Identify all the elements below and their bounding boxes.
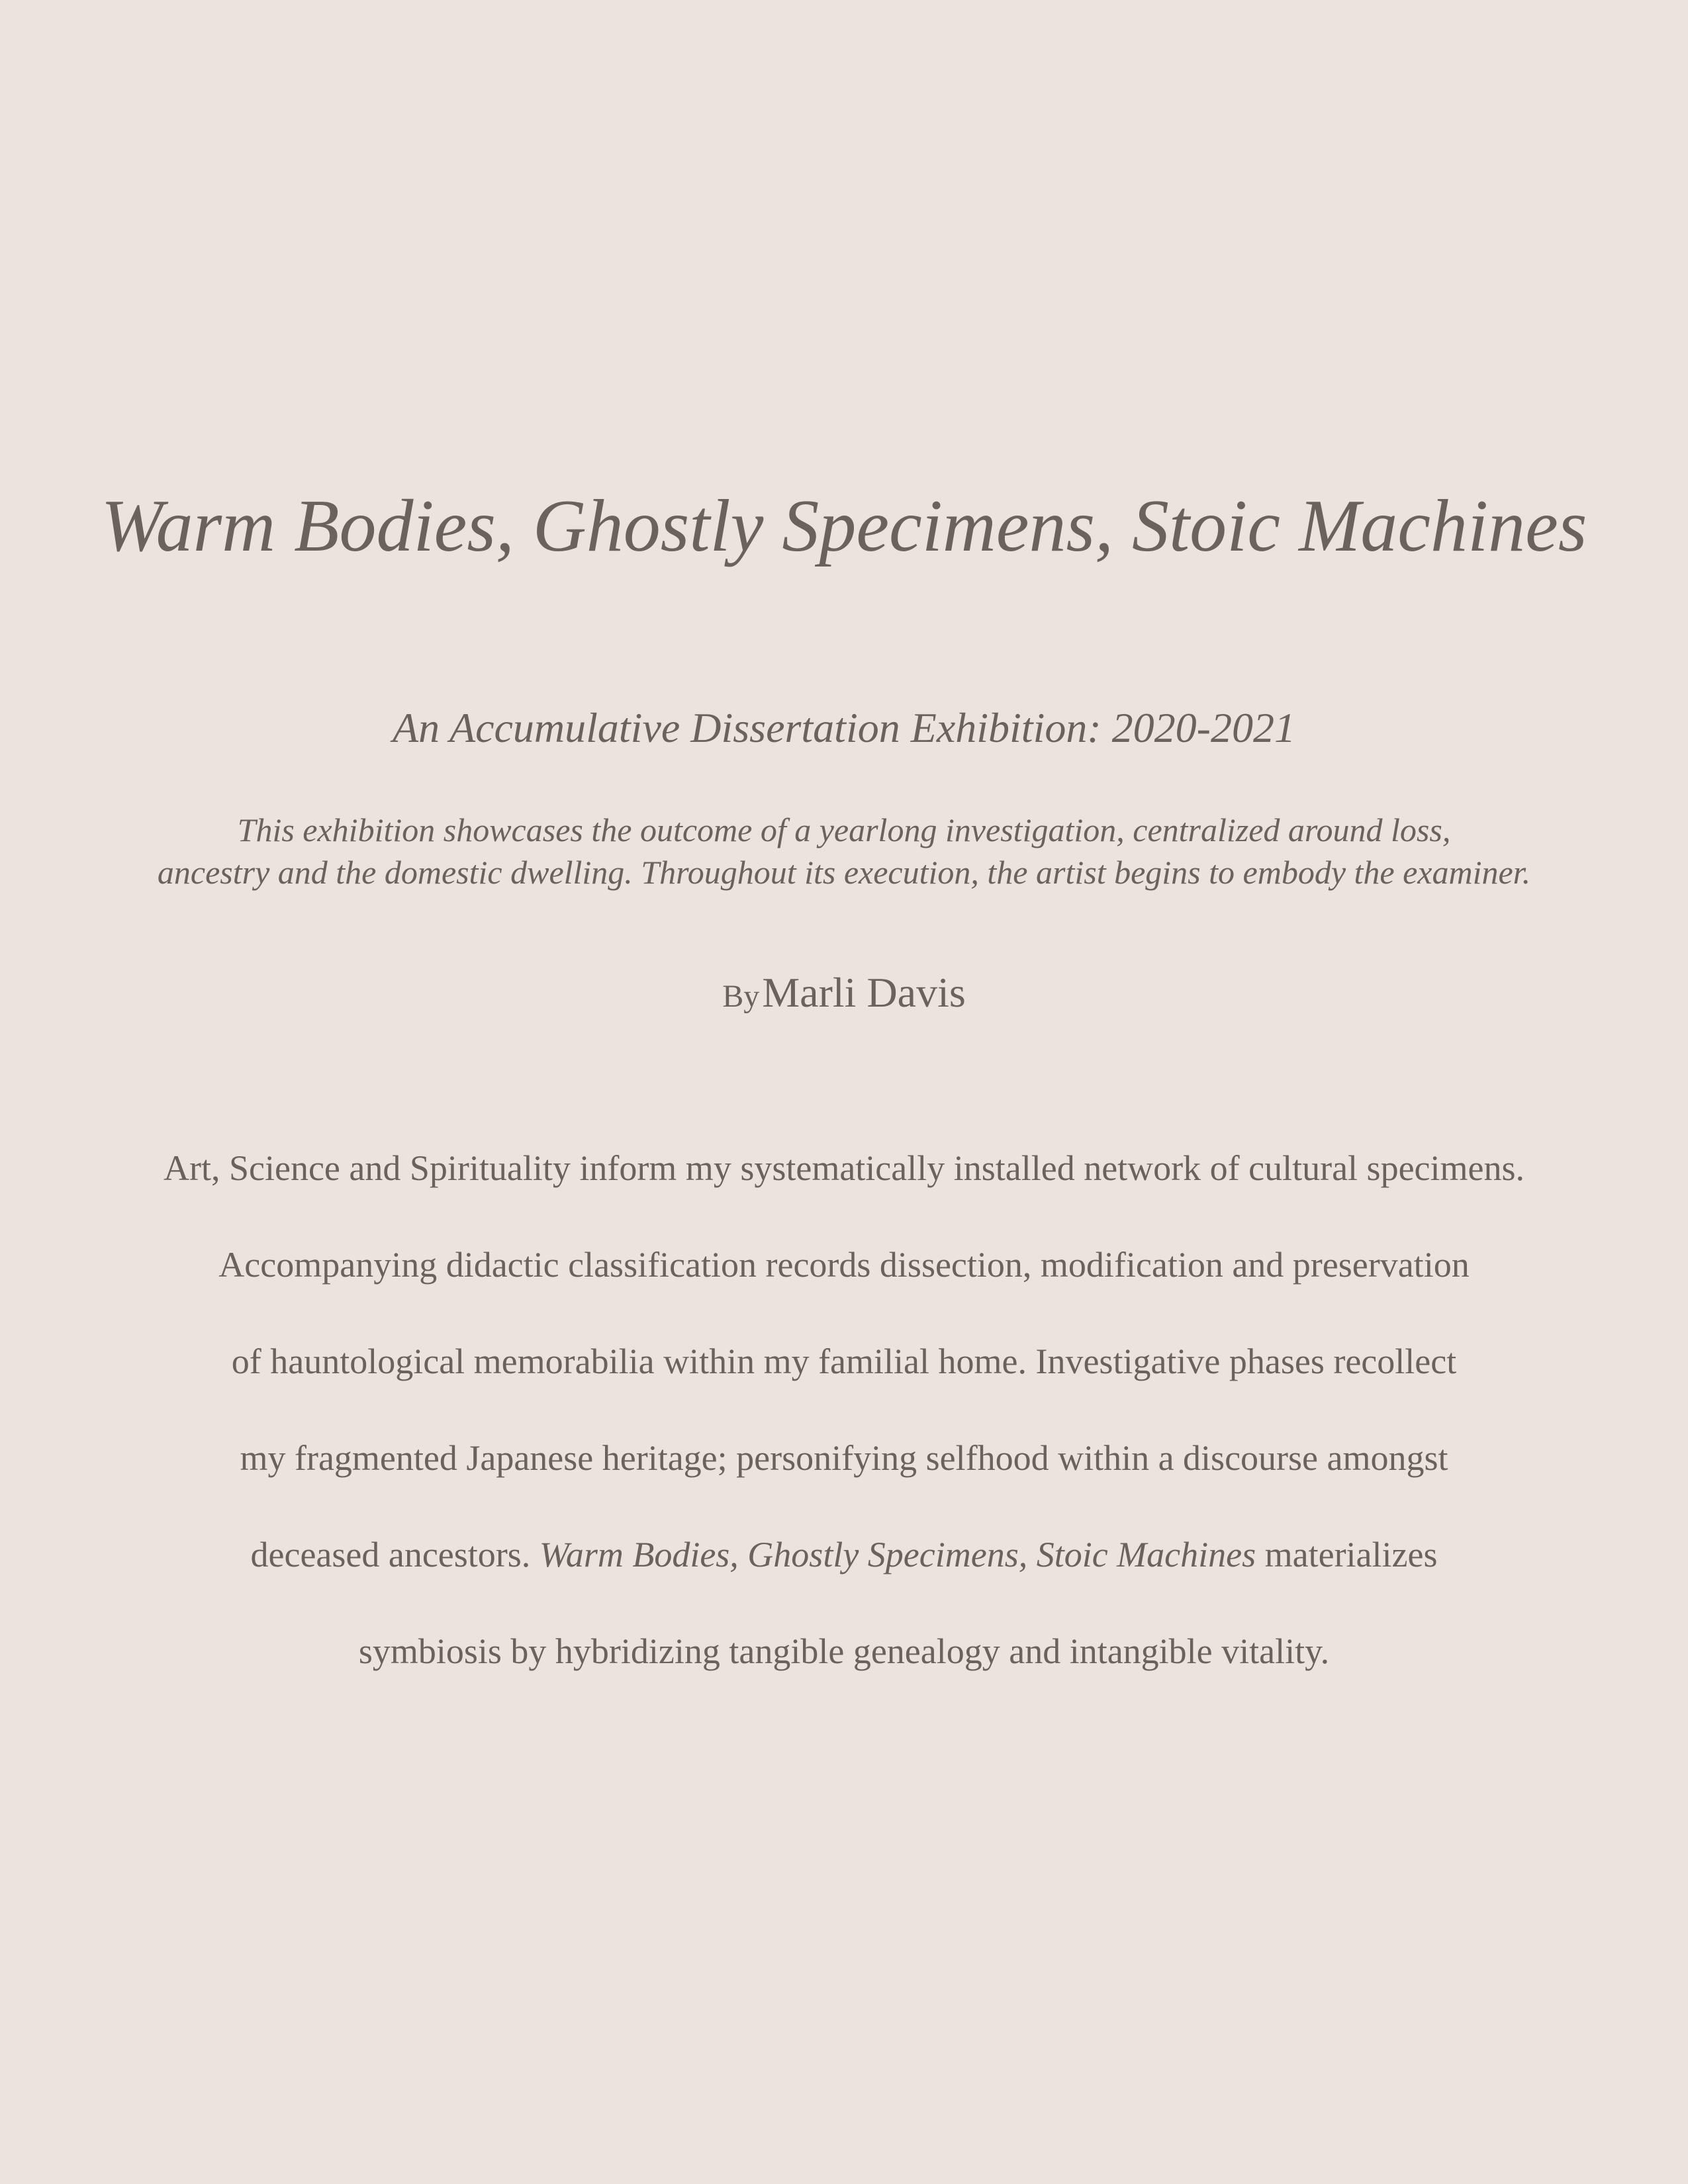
- artist-statement: [0, 1138, 1688, 1718]
- page-title: Warm Bodies, Ghostly Specimens, Stoic Machines: [101, 485, 1587, 567]
- author-byline: [0, 963, 1688, 1034]
- description-line-2: ancestry and the domestic dwelling. Throughout its execution, the artist begins to embody the examiner.: [157, 854, 1531, 891]
- statement-line-2: Accompanying didactic classification records dissection, modification and preservation: [218, 1245, 1470, 1285]
- description-line-1: This exhibition showcases the outcome of a yearlong investigation, centralized around loss,: [237, 811, 1451, 848]
- statement-line-5-end: materializes: [1256, 1535, 1438, 1574]
- statement-line-5-start: deceased ancestors.: [250, 1535, 539, 1574]
- statement-line-3: of hauntological memorabilia within my familial home. Investigative phases recollect: [231, 1342, 1457, 1381]
- byline-prefix: By: [722, 979, 760, 1014]
- statement-line-5: [0, 1525, 1688, 1621]
- statement-line-6: symbiosis by hybridizing tangible genealogy and intangible vitality.: [358, 1631, 1330, 1671]
- statement-line-1: Art, Science and Spirituality inform my systematically installed network of cultural specimens.: [163, 1148, 1524, 1188]
- exhibition-description: [0, 809, 1688, 893]
- exhibition-subtitle: An Accumulative Dissertation Exhibition: 2020-2021: [393, 704, 1295, 751]
- statement-italic-title: Warm Bodies, Ghostly Specimens, Stoic Machines: [539, 1535, 1256, 1574]
- statement-line-4: my fragmented Japanese heritage; personifying selfhood within a discourse amongst: [240, 1438, 1448, 1478]
- author-name: Marli Davis: [762, 969, 966, 1016]
